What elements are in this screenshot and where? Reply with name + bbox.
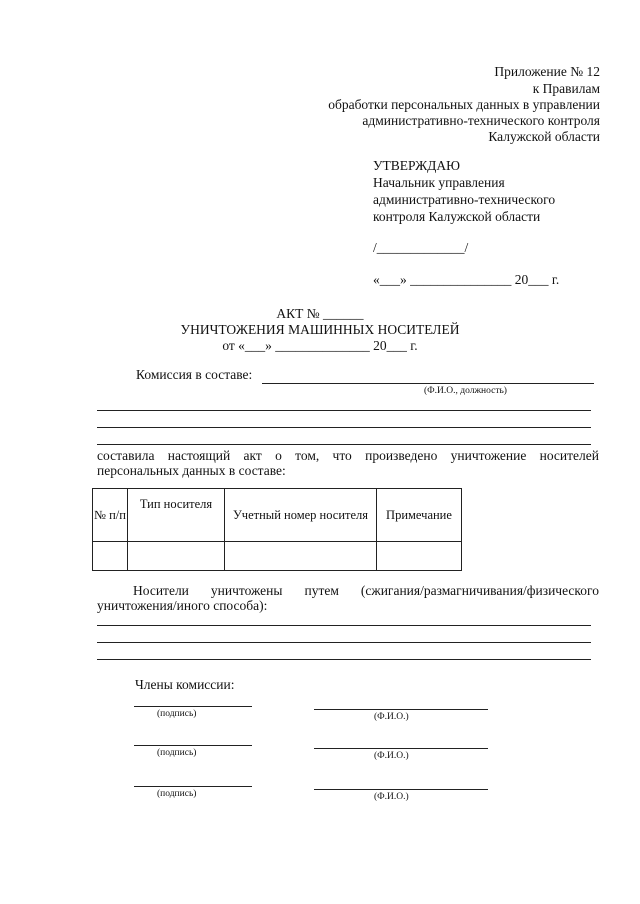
commission-extra-line-1: [97, 410, 591, 411]
commission-extra-line-2: [97, 427, 591, 428]
commission-fill-line: [262, 383, 594, 384]
appendix-number: Приложение № 12: [494, 64, 600, 79]
act-title: АКТ № ______: [276, 306, 364, 321]
approval-heading: УТВЕРЖДАЮ: [373, 158, 461, 173]
member-3-name-hint: (Ф.И.О.): [374, 792, 409, 802]
appendix-rules-title: обработки персональных данных в управлении: [328, 97, 600, 112]
member-3-signature-line: [134, 786, 252, 787]
method-fill-line-3: [97, 659, 591, 660]
approval-position-line2: административно-технического: [373, 192, 556, 207]
method-fill-line-2: [97, 642, 591, 643]
commission-extra-line-3: [97, 444, 591, 445]
statement-line1: составила настоящий акт о том, что произведено уничтожение носителей: [97, 448, 599, 463]
act-subtitle: УНИЧТОЖЕНИЯ МАШИННЫХ НОСИТЕЛЕЙ: [180, 322, 460, 337]
appendix-region: Калужской области: [488, 129, 600, 144]
table-row: [93, 542, 462, 571]
member-2-name-hint: (Ф.И.О.): [374, 751, 409, 761]
appendix-department: административно-технического контроля: [362, 113, 600, 128]
appendix-rules: к Правилам: [532, 81, 600, 96]
approval-signature-line: /_____________/: [373, 240, 469, 255]
commission-hint: (Ф.И.О., должность): [424, 386, 507, 396]
member-1-signature-hint: (подпись): [157, 709, 197, 719]
method-line1: Носители уничтожены путем (сжигания/размагничивания/физического: [133, 583, 599, 598]
method-line2: уничтожения/иного способа):: [97, 598, 268, 613]
member-2-name-line: [314, 748, 488, 749]
approval-date-line: «___» _______________ 20___ г.: [373, 272, 560, 287]
members-label: Члены комиссии:: [135, 677, 235, 692]
member-3-signature-hint: (подпись): [157, 789, 197, 799]
member-2-signature-line: [134, 745, 252, 746]
table-header-note: Примечание: [377, 489, 462, 542]
approval-position-line1: Начальник управления: [373, 175, 505, 190]
member-2-signature-hint: (подпись): [157, 748, 197, 758]
carriers-table: [92, 488, 462, 571]
table-header-row: [93, 489, 462, 542]
member-1-name-hint: (Ф.И.О.): [374, 712, 409, 722]
approval-position-line3: контроля Калужской области: [373, 209, 541, 224]
table-header-number: № п/п: [93, 489, 128, 542]
table-cell[interactable]: [225, 542, 377, 571]
table-cell[interactable]: [93, 542, 128, 571]
commission-label: Комиссия в составе:: [136, 367, 253, 382]
method-fill-line-1: [97, 625, 591, 626]
statement-line2: персональных данных в составе:: [97, 463, 286, 478]
table-cell[interactable]: [377, 542, 462, 571]
member-3-name-line: [314, 789, 488, 790]
table-header-type: Тип носителя: [128, 489, 225, 542]
table-header-account-number: Учетный номер носителя: [225, 489, 377, 542]
act-date: от «___» ______________ 20___ г.: [222, 338, 418, 353]
table-cell[interactable]: [128, 542, 225, 571]
member-1-signature-line: [134, 706, 252, 707]
member-1-name-line: [314, 709, 488, 710]
